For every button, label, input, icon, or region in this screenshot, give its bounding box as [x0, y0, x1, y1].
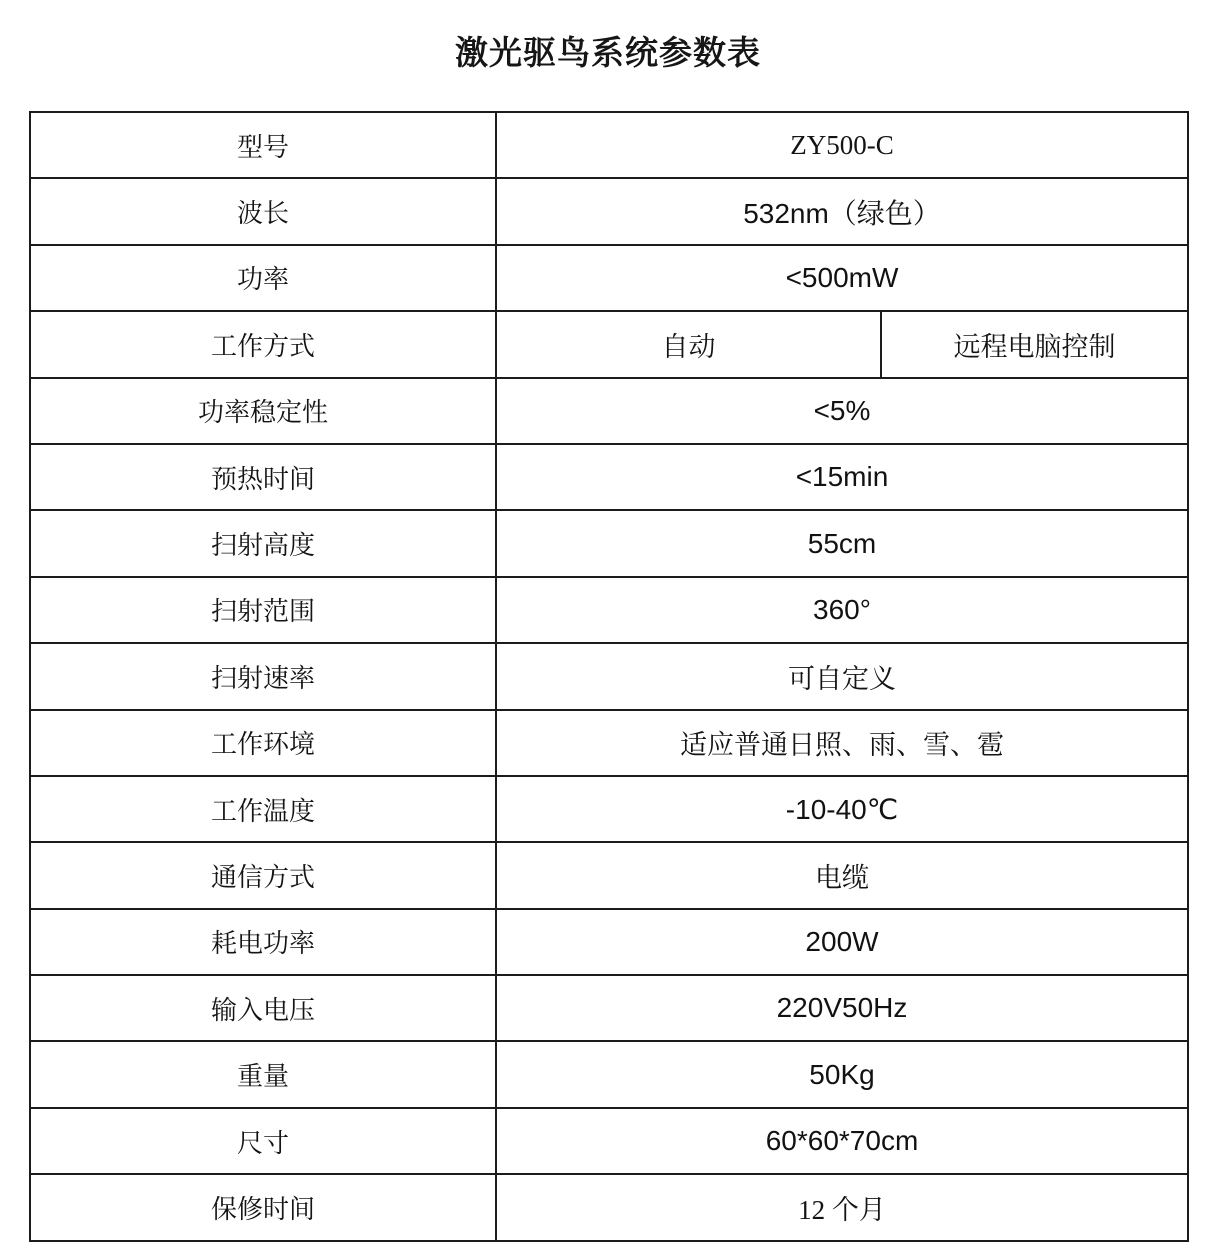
- table-row-wavelength: [30, 178, 1188, 244]
- row-label: 通信方式: [30, 842, 496, 908]
- row-label: 输入电压: [30, 975, 496, 1041]
- table-row-dimensions: [30, 1108, 1188, 1174]
- row-value: 360°: [496, 577, 1188, 643]
- table-row-sweep-height: [30, 510, 1188, 576]
- page-title: 激光驱鸟系统参数表: [455, 36, 761, 72]
- row-value: <500mW: [496, 245, 1188, 311]
- row-value: 532nm（绿色）: [496, 178, 1188, 244]
- table-row-communication: [30, 842, 1188, 908]
- row-label: 尺寸: [30, 1108, 496, 1174]
- row-value: 电缆: [496, 842, 1188, 908]
- row-label: 功率: [30, 245, 496, 311]
- table-row-sweep-rate: [30, 643, 1188, 709]
- row-value: -10-40℃: [496, 776, 1188, 842]
- table-row-power-stability: [30, 378, 1188, 444]
- row-value: 可自定义: [496, 643, 1188, 709]
- row-value: 200W: [496, 909, 1188, 975]
- table-row-warranty: [30, 1174, 1188, 1240]
- table-row-input-voltage: [30, 975, 1188, 1041]
- table-row-work-temperature: [30, 776, 1188, 842]
- row-label: 型号: [30, 112, 496, 178]
- spec-table: [29, 111, 1189, 1242]
- row-value: 12 个月: [496, 1174, 1188, 1240]
- row-value: 60*60*70cm: [496, 1108, 1188, 1174]
- table-row-power: [30, 245, 1188, 311]
- row-label: 工作温度: [30, 776, 496, 842]
- row-label: 扫射速率: [30, 643, 496, 709]
- row-value: <15min: [496, 444, 1188, 510]
- row-value: ZY500-C: [496, 112, 1188, 178]
- row-value: 自动: [496, 311, 881, 377]
- row-label: 工作环境: [30, 710, 496, 776]
- table-row-work-mode: [30, 311, 1188, 377]
- row-label: 扫射高度: [30, 510, 496, 576]
- row-value: 适应普通日照、雨、雪、雹: [496, 710, 1188, 776]
- row-label: 波长: [30, 178, 496, 244]
- row-label: 耗电功率: [30, 909, 496, 975]
- row-label: 重量: [30, 1041, 496, 1107]
- row-value: <5%: [496, 378, 1188, 444]
- table-row-sweep-range: [30, 577, 1188, 643]
- row-value: 220V50Hz: [496, 975, 1188, 1041]
- table-row-work-environment: [30, 710, 1188, 776]
- row-label: 保修时间: [30, 1174, 496, 1240]
- row-label: 功率稳定性: [30, 378, 496, 444]
- row-value-secondary: 远程电脑控制: [881, 311, 1188, 377]
- table-row-model: [30, 112, 1188, 178]
- table-row-power-consumption: [30, 909, 1188, 975]
- row-value: 55cm: [496, 510, 1188, 576]
- table-row-warmup-time: [30, 444, 1188, 510]
- row-value: 50Kg: [496, 1041, 1188, 1107]
- row-label: 工作方式: [30, 311, 496, 377]
- table-row-weight: [30, 1041, 1188, 1107]
- row-label: 预热时间: [30, 444, 496, 510]
- row-label: 扫射范围: [30, 577, 496, 643]
